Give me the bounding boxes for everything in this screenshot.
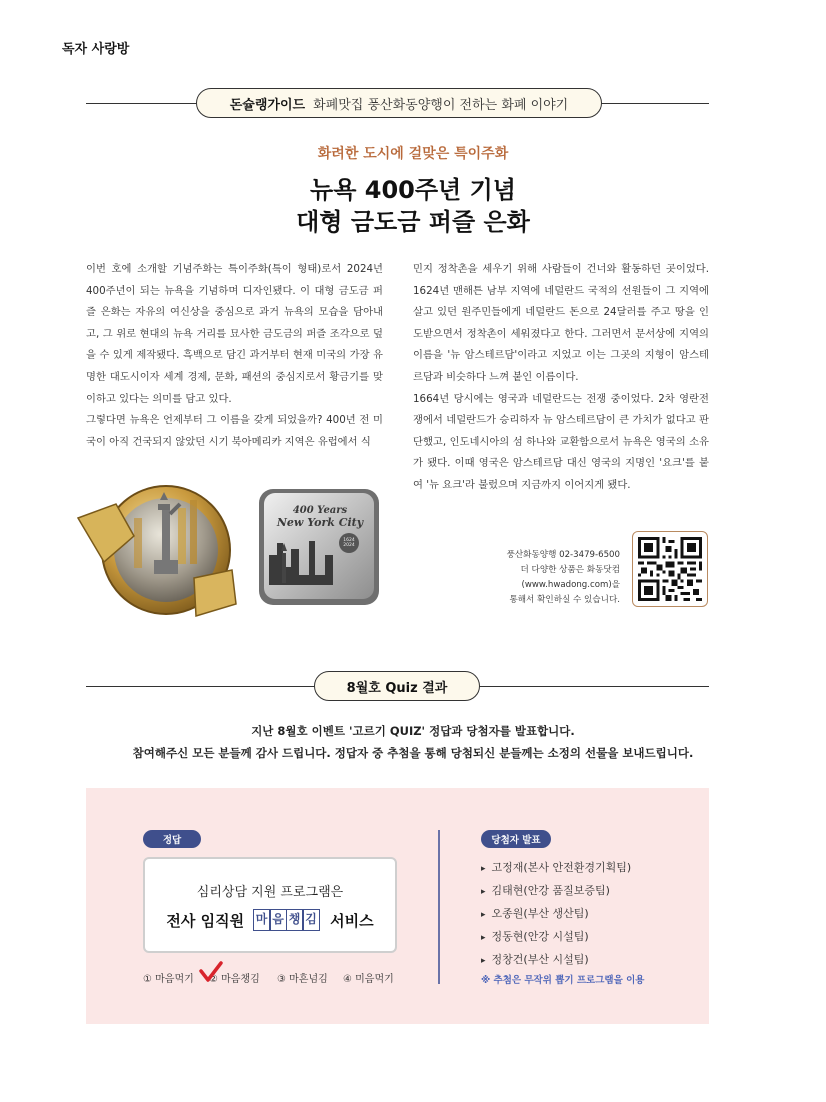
coin-box-year-2: 2024 [343, 543, 355, 548]
body-paragraph: 그렇다면 뉴욕은 언제부터 그 이름을 갖게 되었을까? 400년 전 미국이 아직 건국되지 않았던 시기 북아메리카 지역은 유럽에서 식 [86, 414, 383, 448]
body-paragraph: 1664년 당시에는 영국과 네덜란드는 전쟁 중이었다. 2차 영란전쟁에서 네덜란드가 승리하자 뉴 암스테르담이 큰 가치가 없다고 판단했고, 인도네시아의 섬 하나와 교환함으로서 뉴욕은 영국의 소유가 됐다. 이때 영국은 암스테르담 대신 영국의 지명인 '요크'를 붙여 '뉴 요크'라 불렀으며 지금까지 이어지게 됐다. [413, 392, 709, 491]
article-body-left [86, 259, 383, 453]
coin-box-label [275, 505, 365, 529]
quiz-rule-left [86, 686, 316, 687]
contact-phone: 풍산화동양행 02-3479-6500 [506, 550, 620, 560]
column-banner [196, 88, 602, 118]
banner-rule-left [86, 103, 198, 104]
panel-divider [438, 830, 440, 984]
answer-prefix: 전사 임직원 [166, 911, 245, 930]
qr-code-frame[interactable] [632, 531, 708, 607]
contact-url[interactable]: (www.hwadong.com)을 [521, 580, 620, 590]
answer-box-char: 마 [253, 909, 271, 931]
answer-suffix: 서비스 [330, 911, 374, 930]
winner-item: ▸ 정동현(안강 시설팀) [481, 926, 631, 949]
choice-1: ① 마음먹기 [143, 974, 194, 985]
section-label: 독자 사랑방 [62, 42, 130, 57]
coin-box-year-1: 1624 [343, 538, 355, 543]
headline-line-1: 뉴욕 400주년 기념 [310, 176, 516, 204]
answer-choices [143, 970, 403, 988]
answer-statement [145, 909, 395, 931]
correct-check-icon [199, 961, 223, 983]
contact-line-4: 통해서 확인하실 수 있습니다. [509, 595, 620, 605]
answer-box-char: 음 [269, 909, 287, 931]
answer-question: 심리상담 지원 프로그램은 [196, 885, 344, 900]
contact-line-2: 더 다양한 상품은 화동닷컴 [520, 565, 620, 575]
answer-tag: 정답 [143, 830, 201, 848]
article-kicker: 화려한 도시에 걸맞은 특이주화 [317, 146, 509, 162]
coin-box-label-line-2: New York City [276, 516, 364, 529]
winner-item: ▸ 정창건(부산 시설팀) [481, 949, 631, 972]
quiz-announce-line-2: 참여해주신 모든 분들께 감사 드립니다. 정답자 중 추첨을 통해 당첨되신 분들께는 소정의 선물을 보내드립니다. [132, 746, 694, 760]
quiz-rule-right [478, 686, 709, 687]
answer-box-char: 챙 [286, 909, 304, 931]
choice-2: ② 마음챙김 [209, 974, 260, 985]
article-body-right [413, 259, 709, 497]
body-paragraph: 이번 호에 소개할 기념주화는 특이주화(특이 형태)로서 2024년 400주년이 되는 뉴욕을 기념하며 디자인됐다. 이 대형 금도금 퍼즐 은화는 자유의 여신상을 중심으로 과거 뉴욕의 모습을 담아내고, 그 위로 현대의 뉴욕 거리를 묘사한 금도금의 퍼즐 조각으로 덮을 수 있게 제작됐다. 흑백으로 담긴 과거부터 현재 미국의 가장 유명한 대도시이자 세계 경제, 문화, 패션의 중심지로서 황금기를 맞이하고 있다는 의미를 담고 있다. [86, 263, 383, 405]
body-paragraph: 민지 정착촌을 세우기 위해 사람들이 건너와 활동하던 곳이었다. 1624년 맨해튼 남부 지역에 네덜란드 국적의 선원들이 그 지역에 살고 있던 원주민들에게 네덜란드 돈으로 24달러를 주고 땅을 인도받으면서 정착촌이 세워졌다고 한다. 그러면서 문서상에 지역의 이름을 '뉴 암스테르담'이라고 지었고 이는 그곳의 지형이 암스테르담과 비슷하다 느껴 붙인 이름이다. [413, 263, 709, 383]
winner-item: ▸ 김태현(안강 품질보증팀) [481, 880, 631, 903]
answer-boxes [254, 909, 320, 931]
contact-info [470, 548, 620, 608]
coin-illustration [74, 478, 240, 622]
choice-3: ③ 마흔넘김 [277, 974, 328, 985]
winners-tag: 당첨자 발표 [481, 830, 551, 848]
banner-rule-right [600, 103, 709, 104]
winners-note: ※ 추첨은 무작위 뽑기 프로그램을 이용 [481, 975, 645, 986]
answer-box-char: 김 [302, 909, 320, 931]
winners-list [481, 857, 631, 972]
answer-card [143, 857, 397, 953]
choice-4: ④ 미음먹기 [343, 974, 394, 985]
coin-box-year [340, 538, 358, 548]
qr-code-icon [638, 537, 702, 601]
banner-subtitle: 화폐맛집 풍산화동양행이 전하는 화폐 이야기 [313, 97, 569, 113]
coin-box-label-line-1: 400 Years [292, 505, 348, 516]
quiz-title: 8월호 Quiz 결과 [314, 671, 480, 701]
banner-title: 돈슐랭가이드 [229, 97, 306, 113]
quiz-announce-line-1: 지난 8월호 이벤트 '고르기 QUIZ' 정답과 당첨자를 발표합니다. [251, 724, 575, 738]
winner-item: ▸ 오종원(부산 생산팀) [481, 903, 631, 926]
headline-line-2: 대형 금도금 퍼즐 은화 [296, 208, 530, 236]
winner-item: ▸ 고정재(본사 안전환경기획팀) [481, 857, 631, 880]
